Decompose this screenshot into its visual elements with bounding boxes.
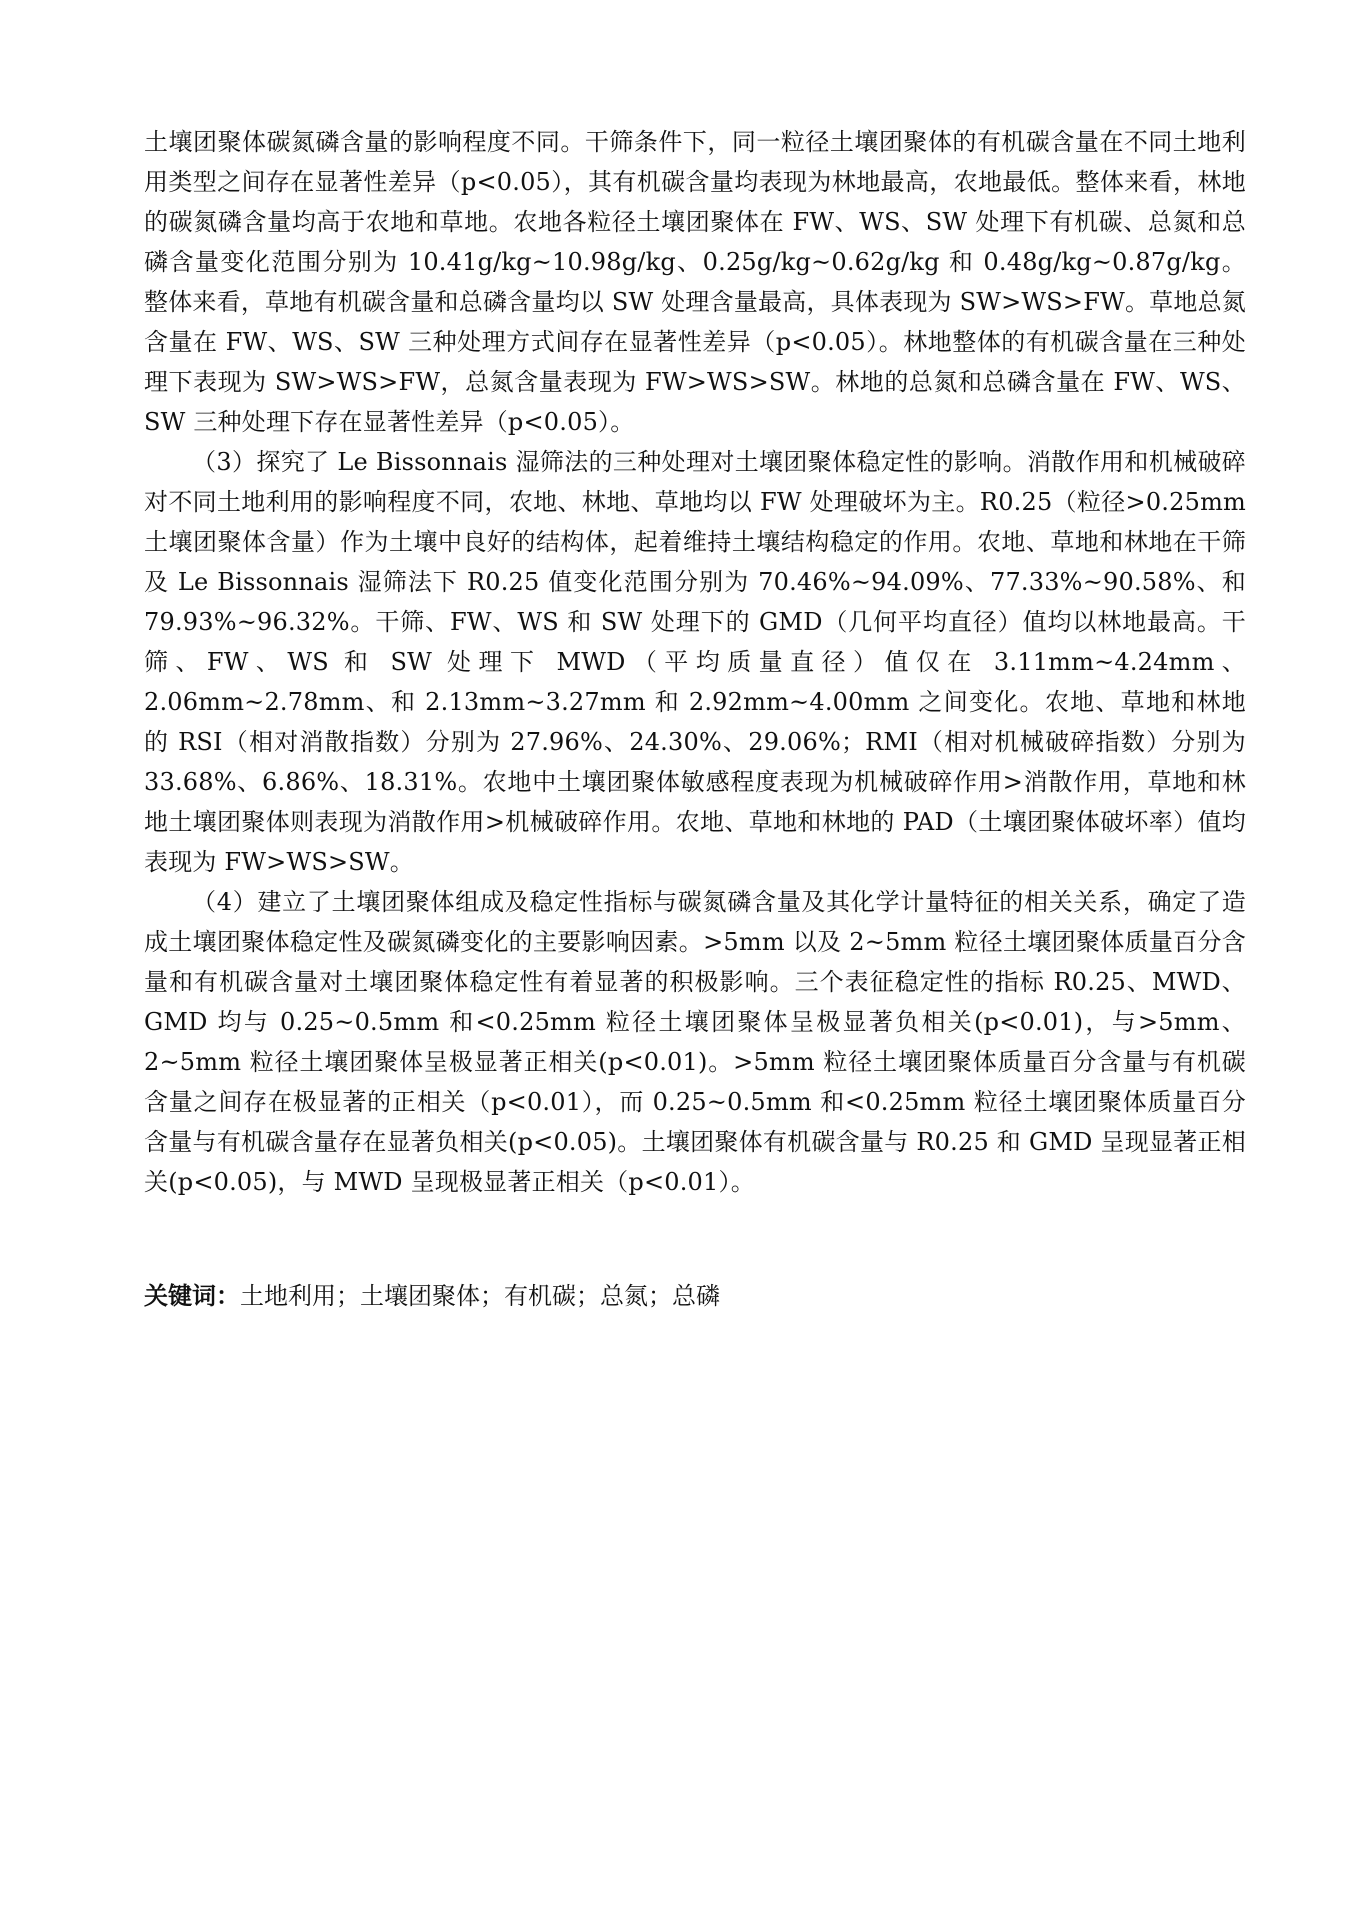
paragraph-item-4: （4）建立了土壤团聚体组成及稳定性指标与碳氮磷含量及其化学计量特征的相关关系，确定了造成土壤团聚体稳定性及碳氮磷变化的主要影响因素。>5mm 以及 2~5mm 粒径土壤团聚体质量百分含量和有机碳含量对土壤团聚体稳定性有着显著的积极影响。三个表征稳定性的指标 R0.25、MWD、GMD 均与 0.25~0.5mm 和<0.25mm 粒径土壤团聚体呈极显著负相关(p<0.01)，与>5mm、2~5mm 粒径土壤团聚体呈极显著正相关(p<0.01)。>5mm 粒径土壤团聚体质量百分含量与有机碳含量之间存在极显著的正相关（p<0.01），而 0.25~0.5mm 和<0.25mm 粒径土壤团聚体质量百分含量与有机碳含量存在显著负相关(p<0.05)。土壤团聚体有机碳含量与 R0.25 和 GMD 呈现显著正相关(p<0.05)，与 MWD 呈现极显著正相关（p<0.01）。 <box>144 888 1246 1196</box>
document-body <box>144 122 1246 1316</box>
paragraph-continued: 土壤团聚体碳氮磷含量的影响程度不同。干筛条件下，同一粒径土壤团聚体的有机碳含量在不同土地利用类型之间存在显著性差异（p<0.05），其有机碳含量均表现为林地最高，农地最低。整体来看，林地的碳氮磷含量均高于农地和草地。农地各粒径土壤团聚体在 FW、WS、SW 处理下有机碳、总氮和总磷含量变化范围分别为 10.41g/kg~10.98g/kg、0.25g/kg~0.62g/kg 和 0.48g/kg~0.87g/kg。整体来看，草地有机碳含量和总磷含量均以 SW 处理含量最高，具体表现为 SW>WS>FW。草地总氮含量在 FW、WS、SW 三种处理方式间存在显著性差异（p<0.05）。林地整体的有机碳含量在三种处理下表现为 SW>WS>FW，总氮含量表现为 FW>WS>SW。林地的总氮和总磷含量在 FW、WS、SW 三种处理下存在显著性差异（p<0.05）。 <box>144 128 1246 436</box>
keywords-line <box>144 1276 1246 1316</box>
paragraph-item-3: （3）探究了 Le Bissonnais 湿筛法的三种处理对土壤团聚体稳定性的影响。消散作用和机械破碎对不同土地利用的影响程度不同，农地、林地、草地均以 FW 处理破坏为主。R0.25（粒径>0.25mm 土壤团聚体含量）作为土壤中良好的结构体，起着维持土壤结构稳定的作用。农地、草地和林地在干筛及 Le Bissonnais 湿筛法下 R0.25 值变化范围分别为 70.46%~94.09%、77.33%~90.58%、和 79.93%~96.32%。干筛、FW、WS 和 SW 处理下的 GMD（几何平均直径）值均以林地最高。干筛、FW、WS 和 SW 处理下 MWD（平均质量直径）值仅在 3.11mm~4.24mm、2.06mm~2.78mm、和 2.13mm~3.27mm 和 2.92mm~4.00mm 之间变化。农地、草地和林地的 RSI（相对消散指数）分别为 27.96%、24.30%、29.06%；RMI（相对机械破碎指数）分别为 33.68%、6.86%、18.31%。农地中土壤团聚体敏感程度表现为机械破碎作用>消散作用，草地和林地土壤团聚体则表现为消散作用>机械破碎作用。农地、草地和林地的 PAD（土壤团聚体破坏率）值均表现为 FW>WS>SW。 <box>144 448 1246 876</box>
keywords-value: 土地利用；土壤团聚体；有机碳；总氮；总磷 <box>240 1282 720 1310</box>
keywords-label: 关键词： <box>144 1281 240 1310</box>
